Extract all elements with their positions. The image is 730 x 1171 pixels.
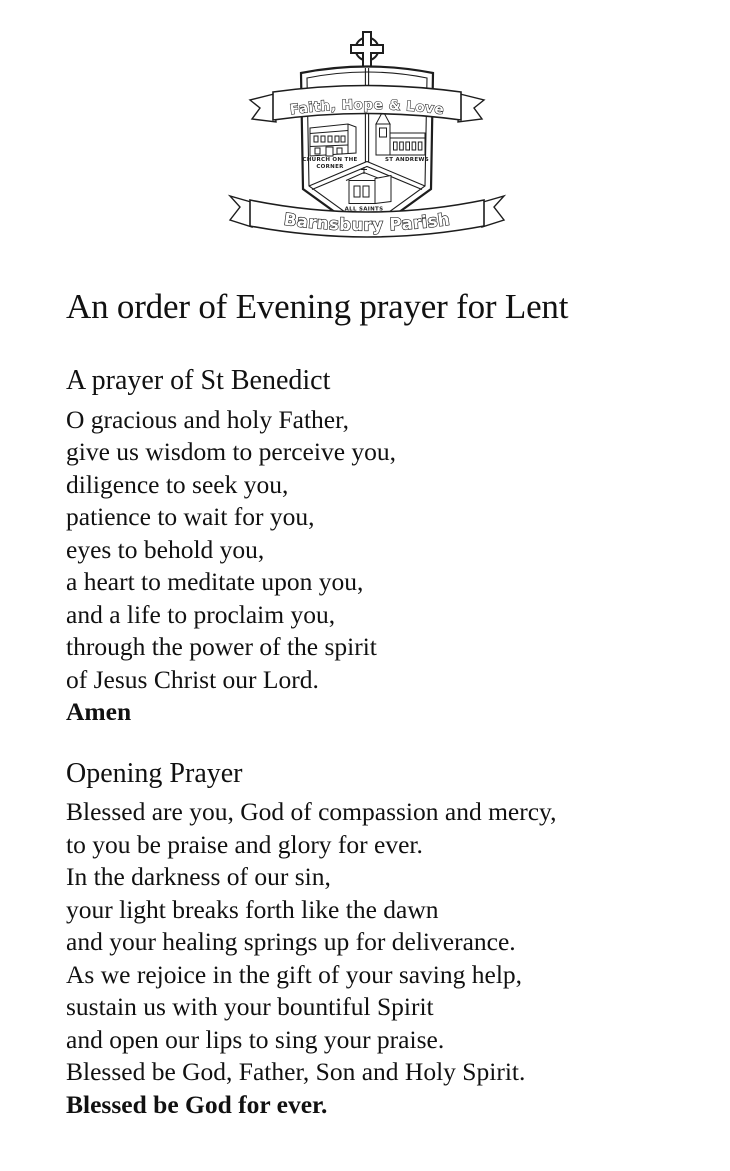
prayer-line: of Jesus Christ our Lord. — [66, 664, 319, 694]
prayer-line: sustain us with your bountiful Spirit — [66, 992, 434, 1022]
prayer-line: and a life to proclaim you, — [66, 599, 336, 629]
document-body — [66, 286, 730, 1121]
prayer-line: In the darkness of our sin, — [66, 862, 331, 892]
prayer-line: Blessed are you, God of compassion and mercy, — [66, 797, 557, 827]
all-saints-label: ALL SAINTS — [344, 206, 384, 213]
prayer-section-opening — [66, 757, 730, 1122]
prayer-line: As we rejoice in the gift of your saving help, — [66, 959, 523, 989]
st-benedict-heading: A prayer of St Benedict — [66, 365, 331, 396]
prayer-line: a heart to meditate upon you, — [66, 567, 364, 597]
order-of-service-page — [0, 27, 730, 1121]
prayer-line: eyes to behold you, — [66, 534, 265, 564]
church-on-corner-label-line2: CORNER — [316, 164, 344, 170]
prayer-response: Blessed be God for ever. — [66, 1089, 328, 1119]
parish-name-text: Barnsbury Parish — [282, 209, 452, 235]
prayer-line: and your healing springs up for deliverance. — [66, 927, 516, 957]
prayer-section-st-benedict — [66, 364, 730, 729]
st-andrews-label: ST ANDREWS — [384, 157, 430, 163]
church-on-the-corner-illustration — [310, 124, 356, 156]
prayer-line: through the power of the spirit — [66, 632, 377, 662]
prayer-line: to you be praise and glory for ever. — [66, 829, 423, 859]
opening-prayer-heading: Opening Prayer — [66, 757, 243, 789]
prayer-line: O gracious and holy Father, — [66, 404, 349, 434]
prayer-line: diligence to seek you, — [66, 469, 289, 499]
church-on-corner-label-line1: CHURCH ON THE — [302, 157, 358, 163]
document-title: An order of Evening prayer for Lent — [66, 287, 569, 326]
prayer-response: Amen — [66, 697, 132, 727]
parish-crest — [227, 27, 507, 242]
prayer-line: your light breaks forth like the dawn — [66, 894, 439, 924]
motto-text: Faith, Hope & Love — [288, 96, 446, 119]
prayer-line: Blessed be God, Father, Son and Holy Spirit. — [66, 1057, 526, 1087]
prayer-line: and open our lips to sing your praise. — [66, 1024, 445, 1054]
prayer-line: give us wisdom to perceive you, — [66, 437, 397, 467]
prayer-line: patience to wait for you, — [66, 502, 315, 532]
